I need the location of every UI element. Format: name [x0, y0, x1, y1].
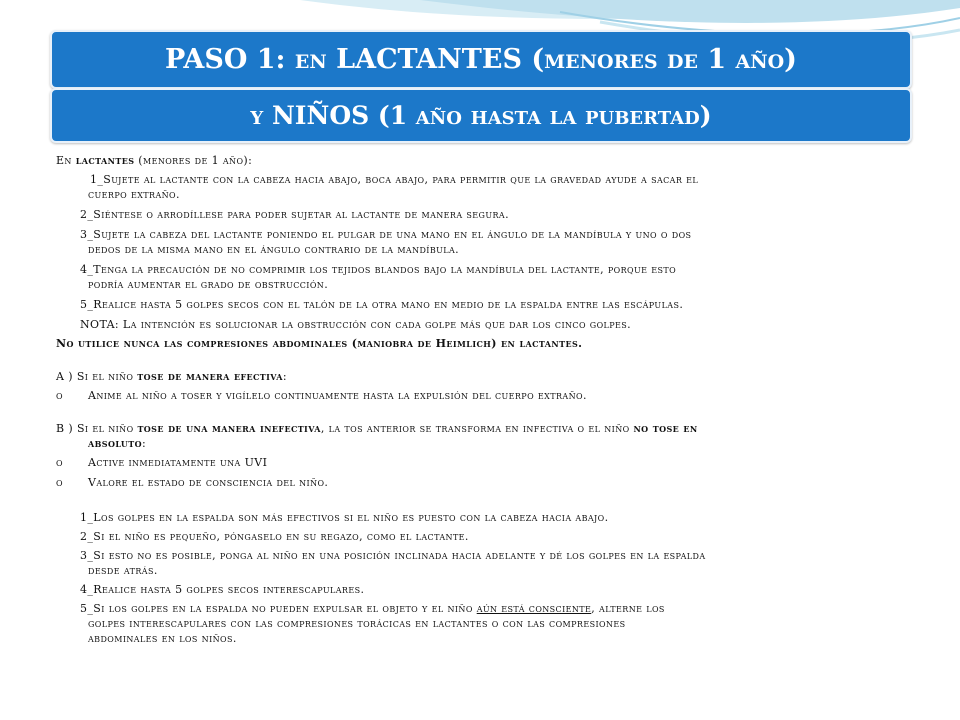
caseB-bold3: absoluto [88, 437, 143, 450]
lactantes-step1-line1: 1_Sujete al lactante con la cabeza hacia abajo, boca abajo, para permitir que la gravedad ayude a sacar el [90, 173, 699, 186]
caseB-post: : [142, 437, 147, 450]
lactantes-step5: 5_Realice hasta 5 golpes secos con el talón de la otra mano en medio de la espalda entre las escápulas. [80, 298, 684, 311]
lactantes-warning [56, 336, 906, 351]
caseB-item2 [56, 475, 906, 490]
lactantes-intro [56, 153, 906, 168]
caseA-item1-text: Anime al niño a toser y vigílelo continuamente hasta la expulsión del cuerpo extraño. [88, 389, 587, 402]
step5-underlined: aún está consciente [476, 602, 592, 615]
ninos-step3-line1: 3_Si esto no es posible, ponga al niño en una posición inclinada hacia adelante y dé los golpes en la espalda [80, 549, 706, 562]
step5-post: , alterne los [591, 602, 665, 615]
document-body [56, 153, 906, 646]
caseA-heading [56, 369, 906, 384]
lactantes-step3-line2: dedos de la misma mano en el ángulo contrario de la mandíbula. [88, 243, 460, 256]
lactantes-nota: NOTA: La intención es solucionar la obstrucción con cada golpe más que dar los cinco golpes. [80, 318, 632, 331]
ninos-step5-line2: golpes interescapulares con las compresiones torácicas en lactantes o con las compresiones [88, 617, 626, 630]
ninos-step5-line1 [56, 601, 906, 616]
caseB-item2-text: Valore el estado de consciencia del niño. [88, 476, 329, 489]
title-banner-line1: PASO 1: en LACTANTES (menores de 1 año) [50, 30, 912, 89]
caseA-bold: tose de manera efectiva [137, 370, 283, 383]
caseB-mid: , la tos anterior se transforma en infectiva o el niño [320, 422, 634, 435]
ninos-step2: 2_Si el niño es pequeño, póngaselo en su regazo, como el lactante. [80, 530, 469, 543]
caseB-bold1: tose de una manera inefectiva [137, 422, 321, 435]
step5-pre: 5_Si los golpes en la espalda no pueden expulsar el objeto y el niño [80, 602, 477, 615]
intro-post: (menores de 1 año): [134, 154, 253, 167]
warning-text: No utilice nunca las compresiones abdominales (maniobra de Heimlich) en lactantes. [56, 337, 583, 350]
caseA-pre: A ) Si el niño [56, 370, 138, 383]
caseA-item1 [56, 388, 906, 403]
lactantes-step4-line2: podría aumentar el grado de obstrucción. [88, 278, 329, 291]
ninos-step5-line3: abdominales en los niños. [88, 632, 237, 645]
caseB-bold2: no tose en [633, 422, 698, 435]
bullet-icon: o [56, 456, 63, 469]
caseB-pre: B ) Si el niño [56, 422, 138, 435]
ninos-step3-line2: desde atrás. [88, 564, 158, 577]
bullet-icon: o [56, 476, 63, 489]
ninos-step4: 4_Realice hasta 5 golpes secos interescapulares. [80, 583, 365, 596]
bullet-icon: o [56, 389, 63, 402]
caseB-heading-line1 [56, 421, 906, 436]
title-banner-line2: y NIÑOS (1 año hasta la pubertad) [50, 88, 912, 143]
intro-pre: En [56, 154, 76, 167]
lactantes-step3-line1: 3_Sujete la cabeza del lactante poniendo el pulgar de una mano en el ángulo de la mandíbula y uno o dos [80, 228, 692, 241]
intro-bold: lactantes [75, 154, 135, 167]
caseB-item1 [56, 455, 906, 470]
caseB-heading-line2 [56, 436, 906, 451]
caseB-item1-text: Active inmediatamente una UVI [88, 456, 268, 469]
lactantes-step2: 2_Siéntese o arrodíllese para poder sujetar al lactante de manera segura. [80, 208, 509, 221]
ninos-step1: 1_Los golpes en la espalda son más efectivos si el niño es puesto con la cabeza hacia abajo. [80, 511, 609, 524]
lactantes-step1-line2: cuerpo extraño. [88, 188, 180, 201]
caseA-post: : [282, 370, 287, 383]
lactantes-step4-line1: 4_Tenga la precaución de no comprimir los tejidos blandos bajo la mandíbula del lactante, porque esto [80, 263, 677, 276]
